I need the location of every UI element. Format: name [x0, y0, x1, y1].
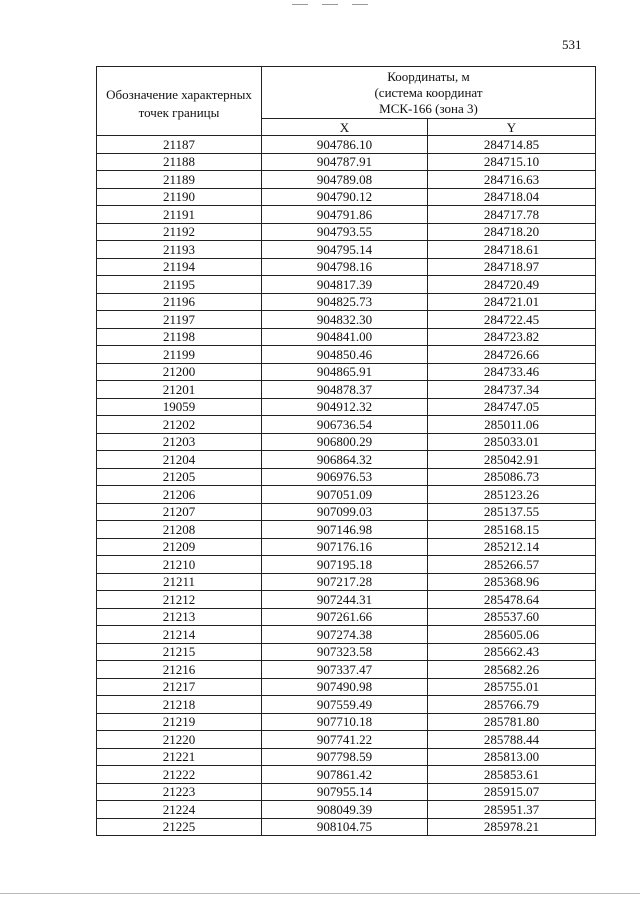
point-cell: 21192 — [97, 223, 262, 241]
x-coordinate-cell: 907051.09 — [262, 486, 428, 504]
x-coordinate-cell: 904787.91 — [262, 153, 428, 171]
point-cell: 19059 — [97, 398, 262, 416]
point-cell: 21197 — [97, 311, 262, 329]
point-cell: 21198 — [97, 328, 262, 346]
coordinates-header-line: Координаты, м — [387, 68, 470, 84]
point-cell: 21218 — [97, 696, 262, 714]
x-coordinate-cell: 904795.14 — [262, 241, 428, 259]
table-row — [97, 678, 596, 696]
table-row — [97, 416, 596, 434]
table-row — [97, 171, 596, 189]
table-row — [97, 188, 596, 206]
table-row — [97, 328, 596, 346]
x-coordinate-cell: 904786.10 — [262, 136, 428, 154]
point-cell: 21205 — [97, 468, 262, 486]
table-row — [97, 486, 596, 504]
table-row — [97, 276, 596, 294]
point-cell: 21216 — [97, 661, 262, 679]
y-coordinate-cell: 284737.34 — [428, 381, 596, 399]
point-cell: 21194 — [97, 258, 262, 276]
table-row — [97, 363, 596, 381]
table-row — [97, 223, 596, 241]
x-coordinate-cell: 907274.38 — [262, 626, 428, 644]
table-row — [97, 591, 596, 609]
x-coordinate-cell: 904817.39 — [262, 276, 428, 294]
y-coordinate-cell: 284714.85 — [428, 136, 596, 154]
table-row — [97, 801, 596, 819]
x-coordinate-cell: 907261.66 — [262, 608, 428, 626]
y-coordinate-cell: 285086.73 — [428, 468, 596, 486]
point-cell: 21202 — [97, 416, 262, 434]
point-cell: 21201 — [97, 381, 262, 399]
y-coordinate-cell: 284718.61 — [428, 241, 596, 259]
header-mark — [292, 4, 308, 5]
point-column-header: Обозначение характерных точек границы — [97, 67, 262, 136]
table-row — [97, 346, 596, 364]
table-row — [97, 643, 596, 661]
table-row — [97, 661, 596, 679]
point-cell: 21200 — [97, 363, 262, 381]
x-coordinate-cell: 904878.37 — [262, 381, 428, 399]
point-cell: 21211 — [97, 573, 262, 591]
y-coordinate-cell: 284733.46 — [428, 363, 596, 381]
coordinates-header-line: (система координат — [374, 84, 483, 100]
table-row — [97, 626, 596, 644]
header-mark — [322, 4, 338, 5]
y-coordinate-cell: 285212.14 — [428, 538, 596, 556]
table-row — [97, 136, 596, 154]
table-row — [97, 748, 596, 766]
point-cell: 21217 — [97, 678, 262, 696]
table-row — [97, 573, 596, 591]
x-coordinate-cell: 907146.98 — [262, 521, 428, 539]
table-row — [97, 293, 596, 311]
point-cell: 21225 — [97, 818, 262, 836]
x-coordinate-cell: 904798.16 — [262, 258, 428, 276]
y-coordinate-cell: 285781.80 — [428, 713, 596, 731]
coordinates-table — [96, 66, 596, 836]
y-coordinate-cell: 285813.00 — [428, 748, 596, 766]
point-cell: 21210 — [97, 556, 262, 574]
table-row — [97, 503, 596, 521]
point-cell: 21187 — [97, 136, 262, 154]
y-coordinate-cell: 285605.06 — [428, 626, 596, 644]
y-coordinate-cell: 285033.01 — [428, 433, 596, 451]
y-coordinate-cell: 285537.60 — [428, 608, 596, 626]
x-coordinate-cell: 904790.12 — [262, 188, 428, 206]
point-cell: 21196 — [97, 293, 262, 311]
y-coordinate-cell: 285368.96 — [428, 573, 596, 591]
x-coordinate-cell: 907195.18 — [262, 556, 428, 574]
point-cell: 21209 — [97, 538, 262, 556]
table-row — [97, 556, 596, 574]
x-coordinate-cell: 907710.18 — [262, 713, 428, 731]
x-column-header: X — [262, 119, 428, 136]
y-coordinate-cell: 285766.79 — [428, 696, 596, 714]
y-coordinate-cell: 284721.01 — [428, 293, 596, 311]
point-cell: 21215 — [97, 643, 262, 661]
x-coordinate-cell: 907741.22 — [262, 731, 428, 749]
table-row — [97, 818, 596, 836]
table-header — [97, 67, 596, 136]
point-cell: 21224 — [97, 801, 262, 819]
x-coordinate-cell: 904825.73 — [262, 293, 428, 311]
table-row — [97, 696, 596, 714]
y-coordinate-cell: 284718.04 — [428, 188, 596, 206]
table-row — [97, 241, 596, 259]
table-row — [97, 538, 596, 556]
y-coordinate-cell: 285168.15 — [428, 521, 596, 539]
point-cell: 21204 — [97, 451, 262, 469]
y-coordinate-cell: 285662.43 — [428, 643, 596, 661]
x-coordinate-cell: 907955.14 — [262, 783, 428, 801]
table-row — [97, 258, 596, 276]
y-coordinate-cell: 285123.26 — [428, 486, 596, 504]
point-cell: 21212 — [97, 591, 262, 609]
y-coordinate-cell: 285478.64 — [428, 591, 596, 609]
table-row — [97, 783, 596, 801]
x-coordinate-cell: 908049.39 — [262, 801, 428, 819]
x-coordinate-cell: 906864.32 — [262, 451, 428, 469]
table-row — [97, 713, 596, 731]
y-coordinate-cell: 285915.07 — [428, 783, 596, 801]
x-coordinate-cell: 907244.31 — [262, 591, 428, 609]
table-row — [97, 433, 596, 451]
y-coordinate-cell: 284747.05 — [428, 398, 596, 416]
y-coordinate-cell: 285266.57 — [428, 556, 596, 574]
y-coordinate-cell: 284718.20 — [428, 223, 596, 241]
coordinates-column-header — [262, 67, 596, 119]
y-coordinate-cell: 284718.97 — [428, 258, 596, 276]
point-cell: 21207 — [97, 503, 262, 521]
y-coordinate-cell: 284717.78 — [428, 206, 596, 224]
point-cell: 21221 — [97, 748, 262, 766]
page-number: 531 — [562, 37, 582, 52]
point-cell: 21189 — [97, 171, 262, 189]
table-row — [97, 311, 596, 329]
y-coordinate-cell: 284716.63 — [428, 171, 596, 189]
y-coordinate-cell: 284715.10 — [428, 153, 596, 171]
point-cell: 21220 — [97, 731, 262, 749]
x-coordinate-cell: 904789.08 — [262, 171, 428, 189]
x-coordinate-cell: 904832.30 — [262, 311, 428, 329]
table-row — [97, 398, 596, 416]
y-column-header: Y — [428, 119, 596, 136]
x-coordinate-cell: 906800.29 — [262, 433, 428, 451]
y-coordinate-cell: 285137.55 — [428, 503, 596, 521]
table-row — [97, 468, 596, 486]
table-row — [97, 381, 596, 399]
x-coordinate-cell: 906976.53 — [262, 468, 428, 486]
point-cell: 21203 — [97, 433, 262, 451]
point-cell: 21223 — [97, 783, 262, 801]
x-coordinate-cell: 906736.54 — [262, 416, 428, 434]
x-coordinate-cell: 907323.58 — [262, 643, 428, 661]
y-coordinate-cell: 285682.26 — [428, 661, 596, 679]
coordinates-header-line: МСК-166 (зона 3) — [379, 100, 478, 116]
x-coordinate-cell: 904865.91 — [262, 363, 428, 381]
x-coordinate-cell: 907176.16 — [262, 538, 428, 556]
y-coordinate-cell: 284723.82 — [428, 328, 596, 346]
x-coordinate-cell: 908104.75 — [262, 818, 428, 836]
x-coordinate-cell: 907337.47 — [262, 661, 428, 679]
point-cell: 21222 — [97, 766, 262, 784]
point-cell: 21213 — [97, 608, 262, 626]
header-marks — [292, 4, 368, 5]
x-coordinate-cell: 904850.46 — [262, 346, 428, 364]
y-coordinate-cell: 284726.66 — [428, 346, 596, 364]
y-coordinate-cell: 285853.61 — [428, 766, 596, 784]
x-coordinate-cell: 907861.42 — [262, 766, 428, 784]
y-coordinate-cell: 284722.45 — [428, 311, 596, 329]
point-cell: 21199 — [97, 346, 262, 364]
x-coordinate-cell: 904793.55 — [262, 223, 428, 241]
table-row — [97, 731, 596, 749]
table-body — [97, 136, 596, 836]
table-row — [97, 608, 596, 626]
y-coordinate-cell: 285042.91 — [428, 451, 596, 469]
x-coordinate-cell: 904912.32 — [262, 398, 428, 416]
x-coordinate-cell: 907217.28 — [262, 573, 428, 591]
table-row — [97, 206, 596, 224]
x-coordinate-cell: 907559.49 — [262, 696, 428, 714]
table-row — [97, 766, 596, 784]
y-coordinate-cell: 285978.21 — [428, 818, 596, 836]
point-cell: 21193 — [97, 241, 262, 259]
x-coordinate-cell: 907099.03 — [262, 503, 428, 521]
y-coordinate-cell: 285755.01 — [428, 678, 596, 696]
x-coordinate-cell: 904791.86 — [262, 206, 428, 224]
point-cell: 21206 — [97, 486, 262, 504]
x-coordinate-cell: 904841.00 — [262, 328, 428, 346]
point-cell: 21195 — [97, 276, 262, 294]
x-coordinate-cell: 907490.98 — [262, 678, 428, 696]
y-coordinate-cell: 285788.44 — [428, 731, 596, 749]
table-row — [97, 451, 596, 469]
point-cell: 21208 — [97, 521, 262, 539]
header-mark — [352, 4, 368, 5]
y-coordinate-cell: 285951.37 — [428, 801, 596, 819]
x-coordinate-cell: 907798.59 — [262, 748, 428, 766]
page-bottom-edge — [0, 893, 640, 894]
table-row — [97, 521, 596, 539]
table-row — [97, 153, 596, 171]
point-cell: 21190 — [97, 188, 262, 206]
point-cell: 21214 — [97, 626, 262, 644]
y-coordinate-cell: 285011.06 — [428, 416, 596, 434]
y-coordinate-cell: 284720.49 — [428, 276, 596, 294]
point-cell: 21188 — [97, 153, 262, 171]
point-cell: 21219 — [97, 713, 262, 731]
point-cell: 21191 — [97, 206, 262, 224]
